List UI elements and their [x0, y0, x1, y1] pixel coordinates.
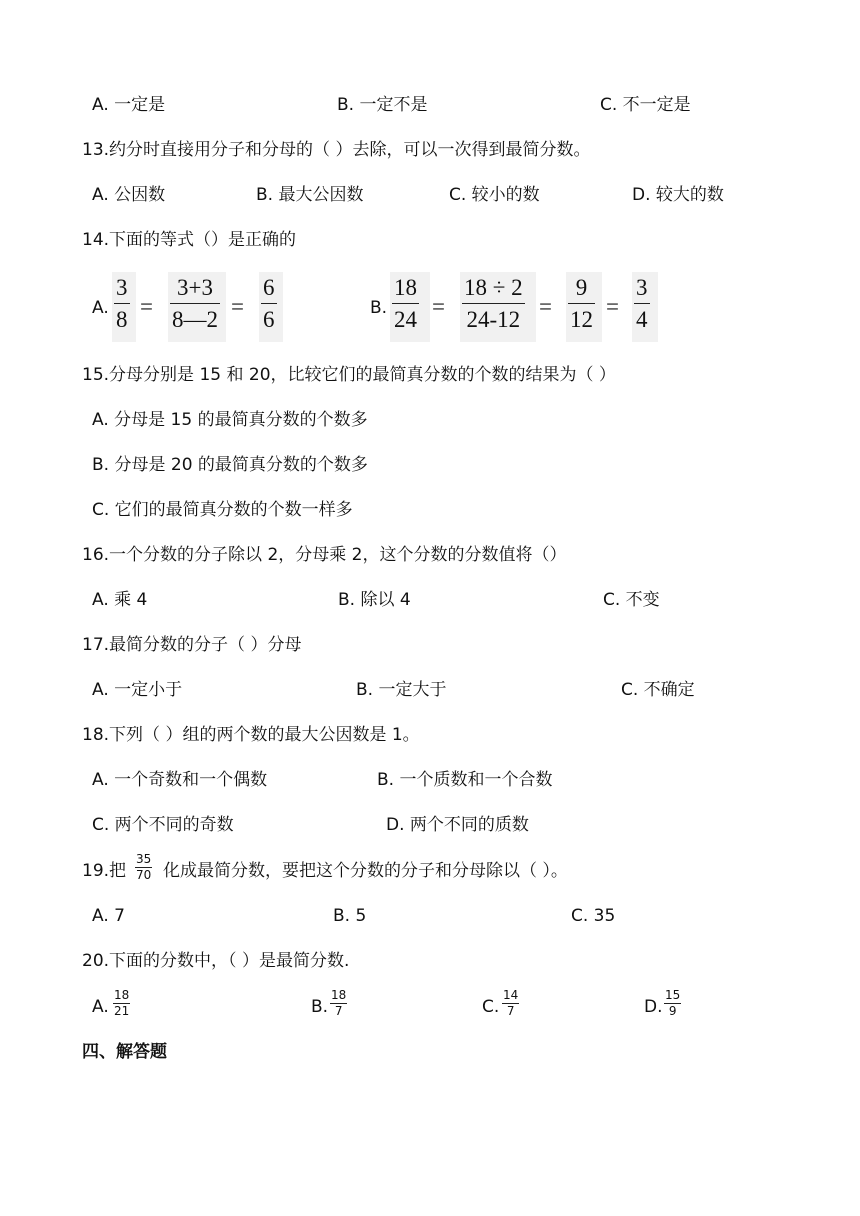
q20-option-d-fraction: 15 9 [665, 988, 681, 1018]
q14-stem: 14.下面的等式（）是正确的 [82, 230, 297, 250]
q18-option-a: A. 一个奇数和一个偶数 [92, 770, 268, 790]
q16-option-b: B. 除以 4 [338, 590, 411, 610]
q20-option-d-label: D. [644, 997, 663, 1017]
q14-a-fraction-2: 3+3 8—2 [172, 275, 218, 332]
equals-sign: = [606, 294, 619, 319]
equals-sign: = [539, 294, 552, 319]
q12-option-c: C. 不一定是 [600, 95, 691, 115]
q18-option-b: B. 一个质数和一个合数 [377, 770, 553, 790]
q17-option-a: A. 一定小于 [92, 680, 183, 700]
q15-stem: 15.分母分别是 15 和 20，比较它们的最简真分数的个数的结果为（ ） [82, 365, 616, 385]
q14-b-fraction-4: 3 4 [636, 275, 648, 332]
q13-option-b: B. 最大公因数 [256, 185, 364, 205]
equals-sign: = [140, 294, 153, 319]
q17-stem: 17.最简分数的分子（ ）分母 [82, 635, 302, 655]
q15-option-a: A. 分母是 15 的最简真分数的个数多 [92, 410, 368, 430]
q19-fraction: 35 70 [136, 852, 152, 882]
q19-option-b: B. 5 [333, 906, 367, 926]
q18-stem: 18.下列（ ）组的两个数的最大公因数是 1。 [82, 725, 420, 745]
q14-option-a-label: A. [92, 298, 109, 318]
q19-option-a: A. 7 [92, 906, 125, 926]
q17-option-c: C. 不确定 [621, 680, 695, 700]
q18-option-d: D. 两个不同的质数 [386, 815, 529, 835]
q13-option-a: A. 公因数 [92, 185, 166, 205]
q13-stem: 13.约分时直接用分子和分母的（ ）去除，可以一次得到最简分数。 [82, 140, 591, 160]
q13-option-d: D. 较大的数 [632, 185, 724, 205]
q20-option-b-fraction: 18 7 [331, 988, 347, 1018]
q14-a-fraction-1: 3 8 [116, 275, 128, 332]
q20-option-a-label: A. [92, 997, 109, 1017]
q14-b-fraction-1: 18 24 [394, 275, 417, 332]
q14-b-fraction-3: 9 12 [570, 275, 593, 332]
q12-option-a: A. 一定是 [92, 95, 166, 115]
q14-a-fraction-3: 6 6 [263, 275, 275, 332]
equals-sign: = [231, 294, 244, 319]
q15-option-b: B. 分母是 20 的最简真分数的个数多 [92, 455, 368, 475]
q20-option-b-label: B. [311, 997, 329, 1017]
q15-option-c: C. 它们的最简真分数的个数一样多 [92, 500, 353, 520]
q14-b-fraction-2: 18 ÷ 2 24-12 [464, 275, 523, 332]
q20-option-a-fraction: 18 21 [114, 988, 130, 1018]
q19-option-c: C. 35 [571, 906, 616, 926]
q16-option-c: C. 不变 [603, 590, 660, 610]
q19-stem-post: 化成最简分数，要把这个分数的分子和分母除以（ ）。 [163, 861, 568, 881]
q20-stem: 20.下面的分数中，（ ）是最简分数. [82, 951, 350, 971]
q12-option-b: B. 一定不是 [337, 95, 428, 115]
q19-stem-pre: 19.把 [82, 861, 127, 881]
q16-option-a: A. 乘 4 [92, 590, 148, 610]
q18-option-c: C. 两个不同的奇数 [92, 815, 234, 835]
section-heading: 四、解答题 [82, 1042, 167, 1062]
q13-option-c: C. 较小的数 [449, 185, 540, 205]
q14-option-b-label: B. [370, 298, 388, 318]
q16-stem: 16.一个分数的分子除以 2，分母乘 2，这个分数的分数值将（） [82, 545, 567, 565]
q17-option-b: B. 一定大于 [356, 680, 447, 700]
q20-option-c-fraction: 14 7 [503, 988, 519, 1018]
q20-option-c-label: C. [482, 997, 500, 1017]
equals-sign: = [432, 294, 445, 319]
